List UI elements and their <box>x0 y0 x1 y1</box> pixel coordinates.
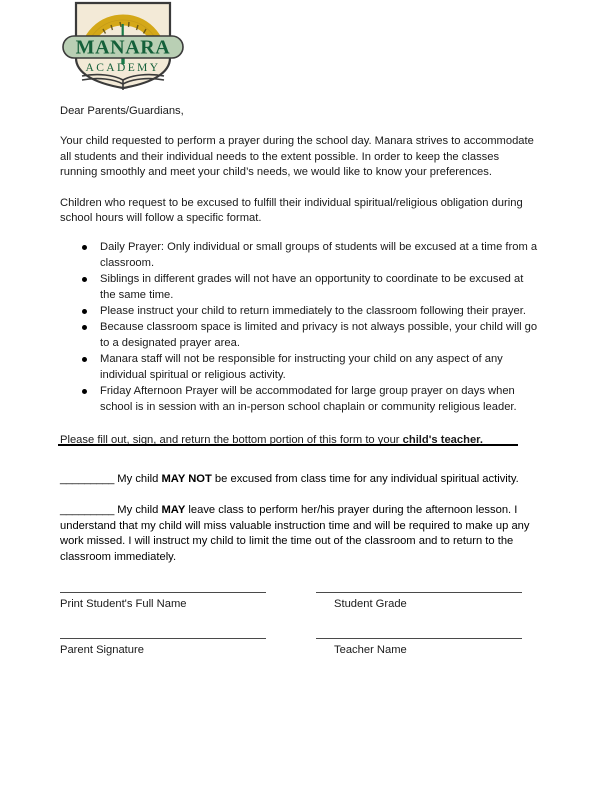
option-may-not <box>60 472 538 487</box>
list-item-text: Siblings in different grades will not have an opportunity to coordinate to be excused at the same time. <box>100 273 524 301</box>
field-student-name <box>60 592 266 612</box>
bullet-dot-icon <box>82 245 87 250</box>
return-instruction-text: Please fill out, sign, and return the bottom portion of this form to your <box>60 433 400 446</box>
list-item-text: Because classroom space is limited and privacy is not always possible, your child will go to a designated prayer area. <box>100 321 538 349</box>
manara-academy-logo <box>60 0 186 90</box>
signature-block <box>60 592 522 684</box>
intro-paragraph: Your child requested to perform a prayer during the school day. Manara strives to accommodate all students and their individual needs to the extent possible. In order to keep the classes running smoothly and meet your child’s needs, we would like to know your preferences. <box>60 135 534 179</box>
list-item <box>78 272 538 303</box>
tear-off-divider <box>58 444 518 446</box>
bullet-dot-icon <box>82 357 87 362</box>
field-label: Student Grade <box>334 598 407 610</box>
letter-body <box>60 104 538 463</box>
list-item <box>78 240 538 271</box>
salutation: Dear Parents/Guardians, <box>60 105 184 117</box>
field-label: Parent Signature <box>60 644 144 656</box>
list-item <box>78 320 538 351</box>
list-item <box>78 384 538 415</box>
tear-off-form <box>60 472 538 581</box>
bullet-dot-icon <box>82 325 87 330</box>
option-may-not-text-before: My child <box>114 473 162 485</box>
logo-shield-icon <box>60 0 186 90</box>
bullet-dot-icon <box>82 277 87 282</box>
option-may-blank[interactable]: _________ <box>60 504 115 517</box>
bullet-dot-icon <box>82 389 87 394</box>
list-item <box>78 352 538 383</box>
list-item-text: Please instruct your child to return immediately to the classroom following their prayer. <box>100 305 526 318</box>
field-student-grade <box>316 592 522 612</box>
logo-wordmark: MANARA <box>75 36 171 59</box>
option-may-not-text-after: be excused from class time for any individual spiritual activity. <box>211 473 519 485</box>
signature-row <box>60 638 522 658</box>
bullet-dot-icon <box>82 309 87 314</box>
field-label: Print Student's Full Name <box>60 598 187 610</box>
option-may-text-before: My child <box>114 504 162 517</box>
field-teacher-name <box>316 638 522 658</box>
list-item-text: Manara staff will not be responsible for instructing your child on any aspect of any individual spiritual or religious activity. <box>100 353 503 381</box>
list-item <box>78 304 538 319</box>
option-may-not-emphasis: MAY NOT <box>161 473 212 485</box>
field-parent-signature <box>60 638 266 658</box>
return-instruction <box>60 433 538 448</box>
option-may-emphasis: MAY <box>161 504 186 517</box>
list-item-text: Daily Prayer: Only individual or small groups of students will be excused at a time from a classroom. <box>100 241 538 269</box>
return-instruction-emphasis: child's teacher. <box>399 433 484 446</box>
field-label: Teacher Name <box>334 644 407 656</box>
logo-subtitle: ACADEMY <box>85 62 161 74</box>
format-paragraph: Children who request to be excused to fulfill their individual spiritual/religious obligation during school hours will follow a specific format. <box>60 196 523 225</box>
list-item-text: Friday Afternoon Prayer will be accommodated for large group prayer on days when school is in session with an in-person school chaplain or community religious leader. <box>100 385 517 413</box>
option-may <box>60 503 538 565</box>
policy-bullet-list <box>78 240 538 414</box>
option-may-not-blank[interactable]: _________ <box>60 473 115 485</box>
signature-row <box>60 592 522 612</box>
option-may-text-after: leave class to perform her/his prayer during the afternoon lesson. I understand that my child will miss valuable instruction time and will be required to make up any work missed. I will instruct my child to limit the time out of the classroom and to return to the classroom immediately. <box>60 504 530 563</box>
